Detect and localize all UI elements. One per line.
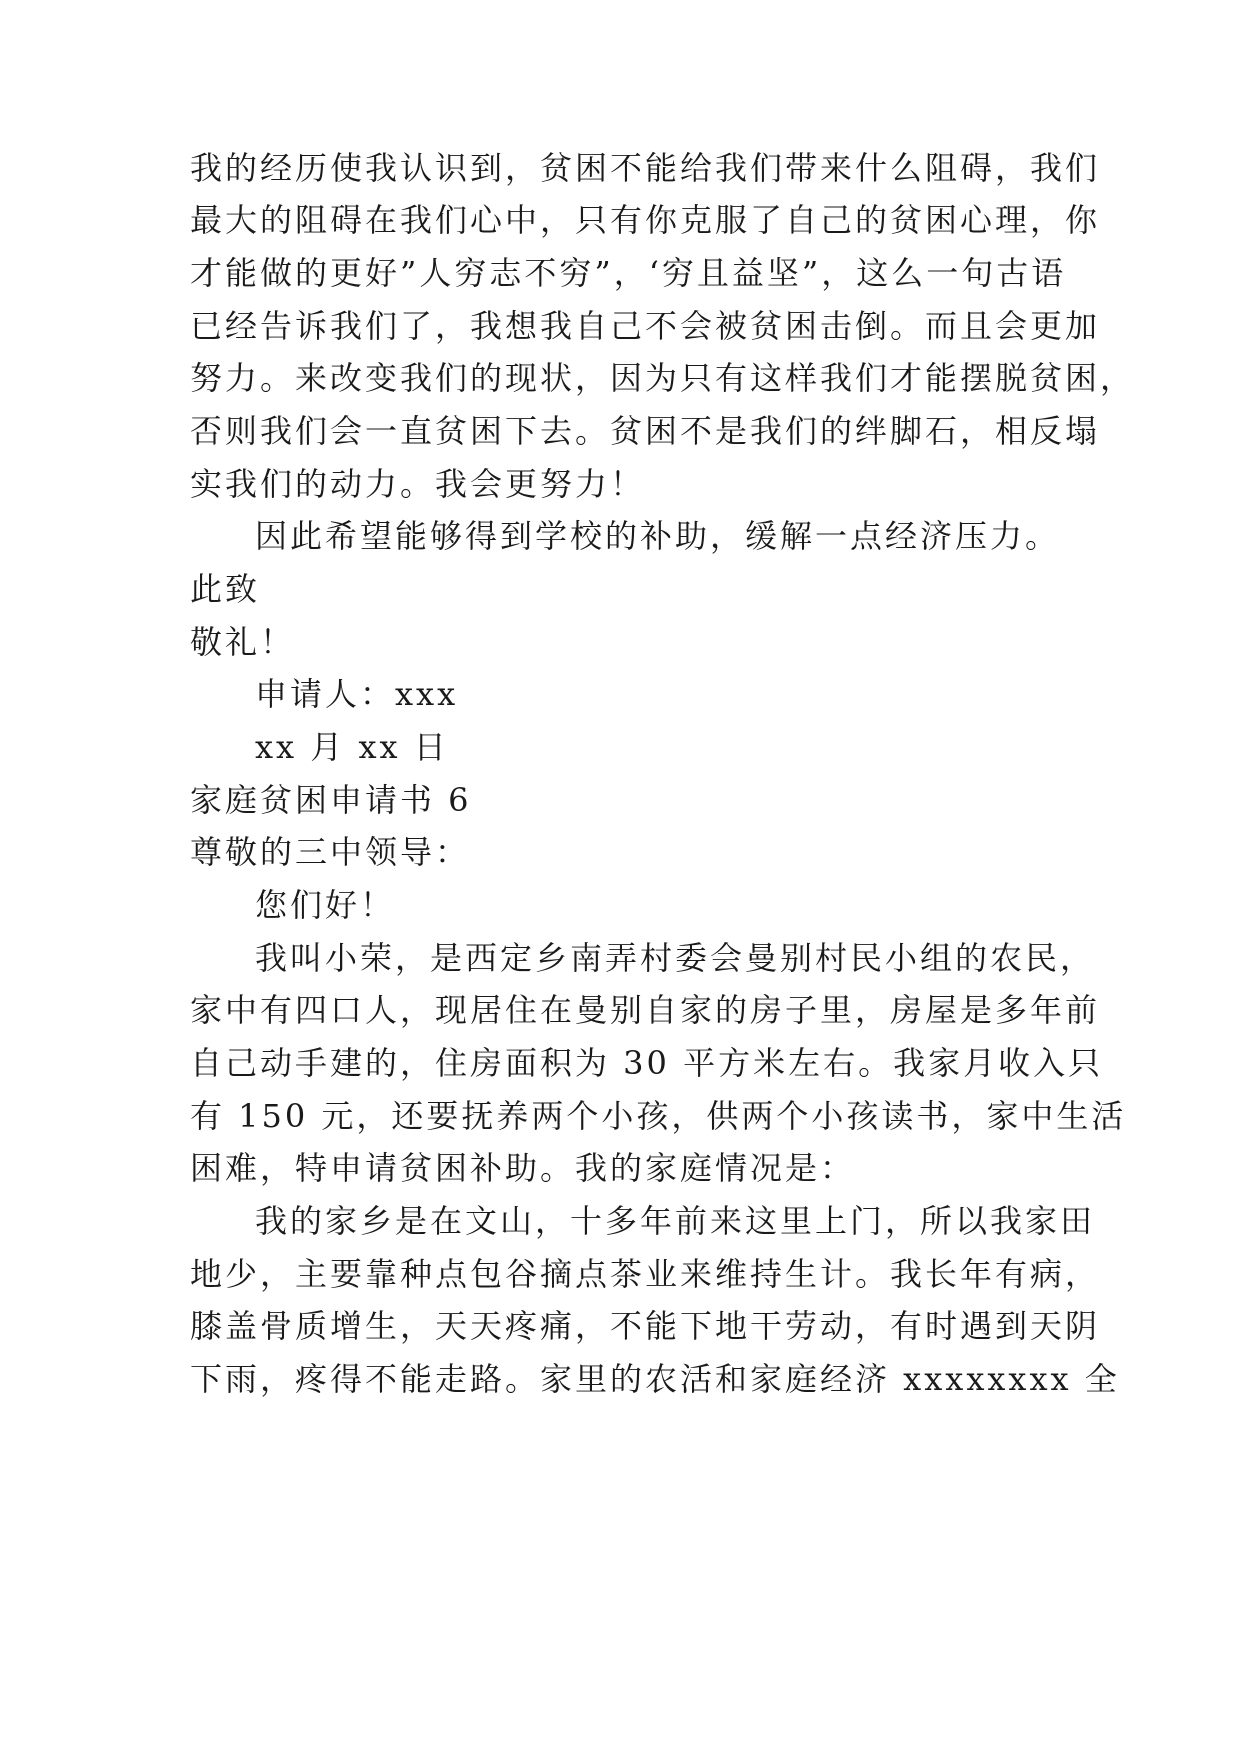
- text-line: 因此希望能够得到学校的补助，缓解一点经济压力。: [255, 517, 1061, 555]
- text-line: 自己动手建的，住房面积为 30 平方米左右。我家月收入只: [190, 1044, 1104, 1082]
- text-line: 家中有四口人，现居住在曼别自家的房子里，房屋是多年前: [190, 991, 1101, 1029]
- text-line: 下雨，疼得不能走路。家里的农活和家庭经济 xxxxxxxx 全: [190, 1360, 1120, 1398]
- text-line: 否则我们会一直贫困下去。贫困不是我们的绊脚石，相反塌: [190, 412, 1101, 450]
- text-line: 已经告诉我们了，我想我自己不会被贫困击倒。而且会更加: [190, 307, 1101, 345]
- closing-salutation: 此致: [190, 570, 261, 608]
- text-line: 我的经历使我认识到，贫困不能给我们带来什么阻碍，我们: [190, 149, 1101, 187]
- text-line: 我的家乡是在文山，十多年前来这里上门，所以我家田: [255, 1202, 1096, 1240]
- text-line: 实我们的动力。我会更努力！: [190, 465, 646, 503]
- text-line: 有 150 元，还要抚养两个小孩，供两个小孩读书，家中生活: [190, 1097, 1127, 1135]
- applicant-name: 申请人：xxx: [255, 675, 459, 713]
- closing-respect: 敬礼！: [190, 623, 296, 661]
- text-line: 困难，特申请贫困补助。我的家庭情况是：: [190, 1149, 856, 1187]
- letter-addressee: 尊敬的三中领导：: [190, 833, 471, 871]
- application-date: xx 月 xx 日: [255, 728, 449, 766]
- text-line: 膝盖骨质增生，天天疼痛，不能下地干劳动，有时遇到天阴: [190, 1307, 1101, 1345]
- text-line: 最大的阻碍在我们心中，只有你克服了自己的贫困心理，你: [190, 201, 1101, 239]
- text-line: 才能做的更好”人穷志不穷”，‘穷且益坚”，这么一句古语: [190, 254, 1067, 292]
- text-line: 地少，主要靠种点包谷摘点茶业来维持生计。我长年有病，: [190, 1255, 1101, 1293]
- text-line: 我叫小荣，是西定乡南弄村委会曼别村民小组的农民，: [255, 939, 1096, 977]
- text-line: 努力。来改变我们的现状，因为只有这样我们才能摆脱贫困，: [190, 359, 1136, 397]
- letter-greeting: 您们好！: [255, 886, 396, 924]
- section-title: 家庭贫困申请书 6: [190, 781, 472, 819]
